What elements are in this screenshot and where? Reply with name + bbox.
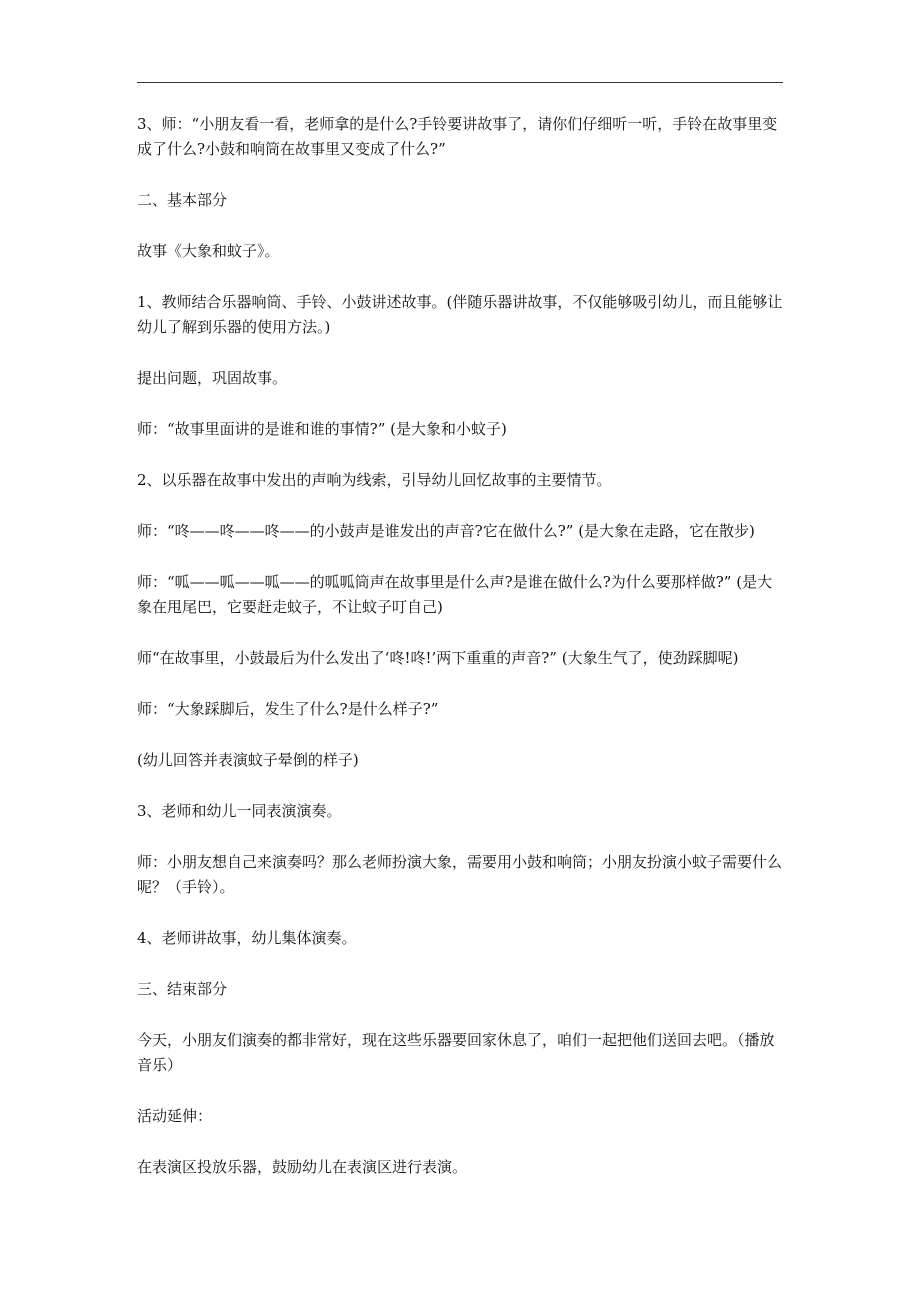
- paragraph: 故事《大象和蚊子》。: [137, 242, 280, 260]
- paragraph: 在表演区投放乐器，鼓励幼儿在表演区进行表演。: [137, 1158, 468, 1176]
- document-body: [137, 112, 785, 1206]
- paragraph: 活动延伸：: [137, 1107, 213, 1125]
- paragraph: 师：“咚——咚——咚——的小鼓声是谁发出的声音?它在做什么?” (是大象在走路，它在散步): [137, 522, 755, 540]
- paragraph: 师：小朋友想自己来演奏吗？那么老师扮演大象，需要用小鼓和响筒；小朋友扮演小蚊子需要什么呢？（手铃）。: [137, 853, 783, 896]
- paragraph: 师“在故事里，小鼓最后为什么发出了‘咚!咚!’两下重重的声音?” (大象生气了，使劲踩脚呢): [137, 649, 739, 667]
- header-rule: [137, 82, 783, 83]
- paragraph: 师：“呱——呱——呱——的呱呱筒声在故事里是什么声?是谁在做什么?为什么要那样做?” (是大象在甩尾巴，它要赶走蚊子，不让蚊子叮自己): [137, 573, 773, 616]
- paragraph: 今天，小朋友们演奏的都非常好，现在这些乐器要回家休息了，咱们一起把他们送回去吧。（播放音乐）: [137, 1031, 775, 1074]
- paragraph: 1、教师结合乐器响筒、手铃、小鼓讲述故事。(伴随乐器讲故事，不仅能够吸引幼儿，而且能够让幼儿了解到乐器的使用方法。): [137, 293, 783, 336]
- paragraph: (幼儿回答并表演蚊子晕倒的样子): [137, 751, 359, 769]
- paragraph: 4、老师讲故事，幼儿集体演奏。: [137, 929, 357, 947]
- section-heading: 三、结束部分: [137, 980, 228, 998]
- paragraph: 师：“故事里面讲的是谁和谁的事情?” (是大象和小蚊子): [137, 420, 507, 438]
- paragraph: 3、师：“小朋友看一看，老师拿的是什么?手铃要讲故事了，请你们仔细听一听，手铃在故事里变成了什么?小鼓和响筒在故事里又变成了什么?”: [137, 115, 778, 158]
- paragraph: 师：“大象踩脚后，发生了什么?是什么样子?”: [137, 700, 439, 718]
- paragraph: 3、老师和幼儿一同表演演奏。: [137, 802, 342, 820]
- paragraph: 2、以乐器在故事中发出的声响为线索，引导幼儿回忆故事的主要情节。: [137, 471, 612, 489]
- paragraph: 提出问题，巩固故事。: [137, 369, 288, 387]
- section-heading: 二、基本部分: [137, 191, 228, 209]
